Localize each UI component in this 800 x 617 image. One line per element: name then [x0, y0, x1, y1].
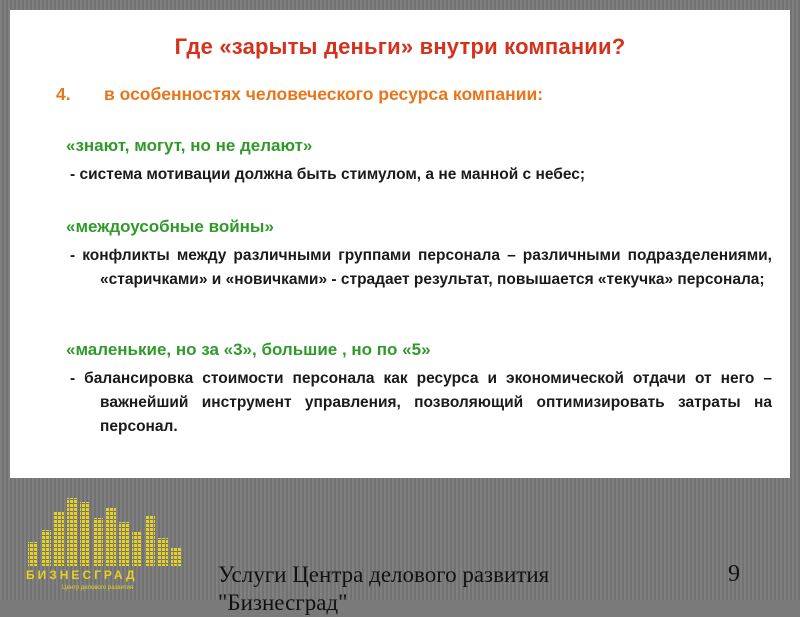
logo-subtitle: Центр делового развития: [62, 585, 134, 591]
section-heading: «маленькие, но за «3», большие , но по «5»: [66, 340, 431, 359]
point-text: в особенностях человеческого ресурса компании:: [104, 84, 544, 104]
point-number: 4.: [56, 84, 71, 104]
section-text: - конфликты между различными группами персонала – различными подразделениями, «старичками» и «новичками» - страдает результат, повышается «текучка» персонала;: [70, 247, 772, 288]
logo-wordmark: БИЗНЕСГРАД: [26, 568, 138, 582]
page-number: 9: [728, 561, 740, 587]
biznesgrad-logo: [22, 492, 192, 592]
section-text: - балансировка стоимости персонала как ресурса и экономической отдачи от него – важнейший инструмент управления, позволяющий оптимизировать затраты на персонал.: [70, 370, 772, 435]
slide-title: Где «зарыты деньги» внутри компании?: [174, 34, 626, 59]
slide-content-card: [10, 10, 790, 478]
section-heading: «междоусобные войны»: [66, 217, 274, 236]
section-motivation: [66, 136, 772, 187]
section-internal-wars: [66, 217, 772, 292]
numbered-point: [56, 84, 776, 105]
section-text: - система мотивации должна быть стимулом, а не манной с небес;: [70, 166, 586, 183]
section-cost-balance: [66, 340, 772, 439]
section-heading: «знают, могут, но не делают»: [66, 136, 313, 155]
logo-bars: [28, 498, 181, 566]
footer-text: Услуги Центра делового развития "Бизнесград": [218, 562, 550, 615]
